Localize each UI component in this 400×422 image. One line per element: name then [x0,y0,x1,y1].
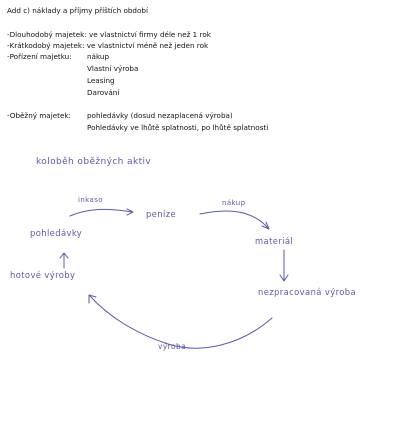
arrow-collection [70,209,132,216]
acquisition-item: Leasing [87,76,115,85]
node-finished: hotové výroby [10,270,76,280]
node-receivables: pohledávky [30,228,83,238]
acquisition-label: -Pořízení majetku: [7,52,72,61]
short-term-assets-line: -Krátkodobý majetek: ve vlastnictví méně než jeden rok [7,41,209,50]
edge-label-collection: inkaso [78,196,103,204]
arrow-purchase [200,211,268,228]
node-material: materiál [255,236,294,246]
current-assets-item: pohledávky (dosud nezaplacená výroba) [87,111,233,120]
node-wip: nezpracovaná výroba [258,287,357,297]
node-money: peníze [146,209,177,219]
cycle-heading: koloběh oběžných aktiv [36,157,152,167]
current-assets-item: Pohledávky ve lhůtě splatnosti, po lhůtě splatnosti [87,123,269,132]
notes-title: Add c) náklady a příjmy příštích období [7,6,148,15]
current-assets-label: -Oběžný majetek: [7,111,71,120]
edge-label-purchase: nákup [222,199,246,207]
long-term-assets-line: -Dlouhodobý majetek: ve vlastnictví firmy déle než 1 rok [7,30,211,39]
acquisition-item: Darování [87,88,120,97]
acquisition-item: nákup [87,52,110,61]
arrow-production [90,296,272,348]
edge-label-production: výroba [158,342,187,351]
acquisition-item: Vlastní výroba [87,64,139,73]
